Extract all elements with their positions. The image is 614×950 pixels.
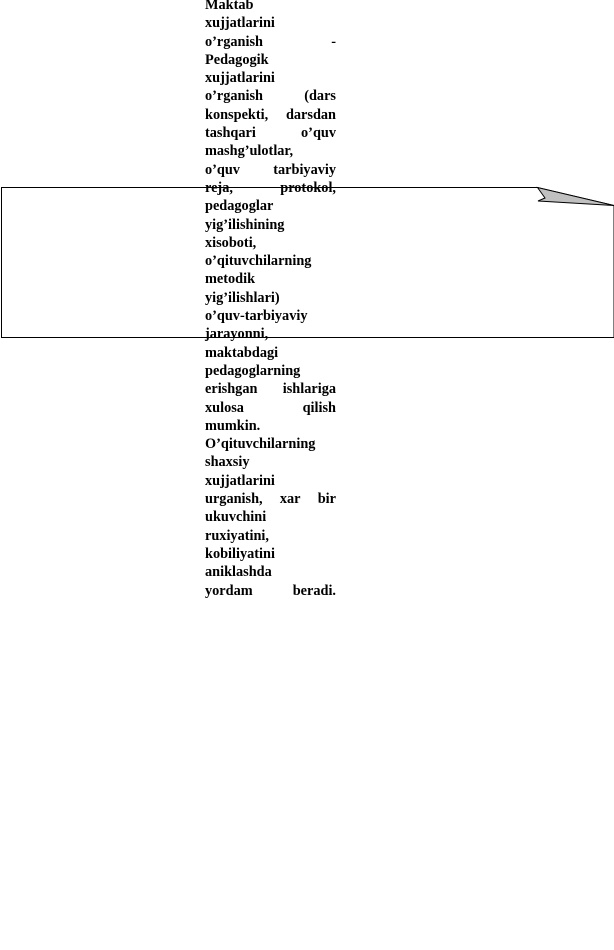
- text-word: mashg’ulotlar,: [205, 143, 294, 160]
- text-word: Maktab: [205, 0, 254, 13]
- text-word: erishgan: [205, 381, 258, 398]
- text-line: [205, 582, 336, 600]
- text-line: [205, 51, 336, 69]
- text-word: o’quv-tarbiyaviy: [205, 308, 308, 325]
- text-word: pedagoglar: [205, 198, 274, 215]
- text-word: o’rganish: [205, 33, 263, 50]
- text-word: beradi.: [292, 582, 336, 599]
- text-word: xar: [279, 491, 301, 508]
- text-line: [205, 179, 336, 197]
- text-word: metodik: [205, 271, 256, 288]
- text-word: qilish: [302, 399, 336, 416]
- text-word: protokol,: [280, 179, 336, 196]
- text-word: konspekti,: [205, 106, 269, 123]
- text-word: urganish,: [205, 491, 263, 508]
- text-line: [205, 527, 336, 545]
- text-word: reja,: [205, 179, 233, 196]
- text-word: o’quv: [301, 125, 336, 142]
- text-line: [205, 0, 336, 14]
- text-line: [205, 161, 336, 179]
- text-word: mumkin.: [205, 417, 261, 434]
- text-word: pedagoglarning: [205, 362, 301, 379]
- text-line: [205, 252, 336, 270]
- text-word: kobiliyatini: [205, 545, 275, 562]
- text-word: o’rganish: [205, 88, 263, 105]
- text-line: [205, 362, 336, 380]
- text-line: [205, 325, 336, 343]
- text-word: yordam: [205, 582, 253, 599]
- text-line: [205, 216, 336, 234]
- text-word: ukuvchini: [205, 509, 267, 526]
- text-word: ishlariga: [282, 381, 336, 398]
- text-word: yig’ilishining: [205, 216, 285, 233]
- text-word: bir: [317, 491, 336, 508]
- text-word: xulosa: [205, 399, 244, 416]
- text-line: [205, 142, 336, 160]
- text-word: xujjatlarini: [205, 472, 275, 489]
- text-word: shaxsiy: [205, 454, 250, 471]
- text-line: [205, 197, 336, 215]
- text-word: jarayonni,: [205, 326, 269, 343]
- text-line: [205, 344, 336, 362]
- text-line: [205, 307, 336, 325]
- text-word: O’qituvchilarning: [205, 436, 316, 453]
- text-line: [205, 453, 336, 471]
- text-line: [205, 124, 336, 142]
- text-line: [205, 270, 336, 288]
- text-line: [205, 472, 336, 490]
- text-word: o’quv: [205, 161, 240, 178]
- text-word: ruxiyatini,: [205, 527, 269, 544]
- text-word: xujjatlarini: [205, 15, 275, 32]
- text-word: tashqari: [205, 125, 256, 142]
- text-line: [205, 435, 336, 453]
- text-line: [205, 380, 336, 398]
- text-line: [205, 417, 336, 435]
- text-word: Pedagogik: [205, 51, 269, 68]
- text-word: o’qituvchilarning: [205, 253, 312, 270]
- text-word: xisoboti,: [205, 234, 257, 251]
- text-word: (dars: [304, 88, 336, 105]
- text-line: [205, 490, 336, 508]
- text-word: darsdan: [285, 106, 336, 123]
- document-text-column: [205, 0, 336, 600]
- text-line: [205, 33, 336, 51]
- text-line: [205, 69, 336, 87]
- text-word: xujjatlarini: [205, 70, 275, 87]
- text-line: [205, 234, 336, 252]
- text-line: [205, 563, 336, 581]
- text-word: yig’ilishlari): [205, 289, 280, 306]
- text-word: tarbiyaviy: [273, 161, 336, 178]
- text-word: maktabdagi: [205, 344, 279, 361]
- text-line: [205, 87, 336, 105]
- text-line: [205, 289, 336, 307]
- text-line: [205, 14, 336, 32]
- text-line: [205, 508, 336, 526]
- text-word: -: [331, 33, 336, 50]
- text-line: [205, 106, 336, 124]
- text-word: aniklashda: [205, 564, 272, 581]
- text-line: [205, 545, 336, 563]
- text-line: [205, 399, 336, 417]
